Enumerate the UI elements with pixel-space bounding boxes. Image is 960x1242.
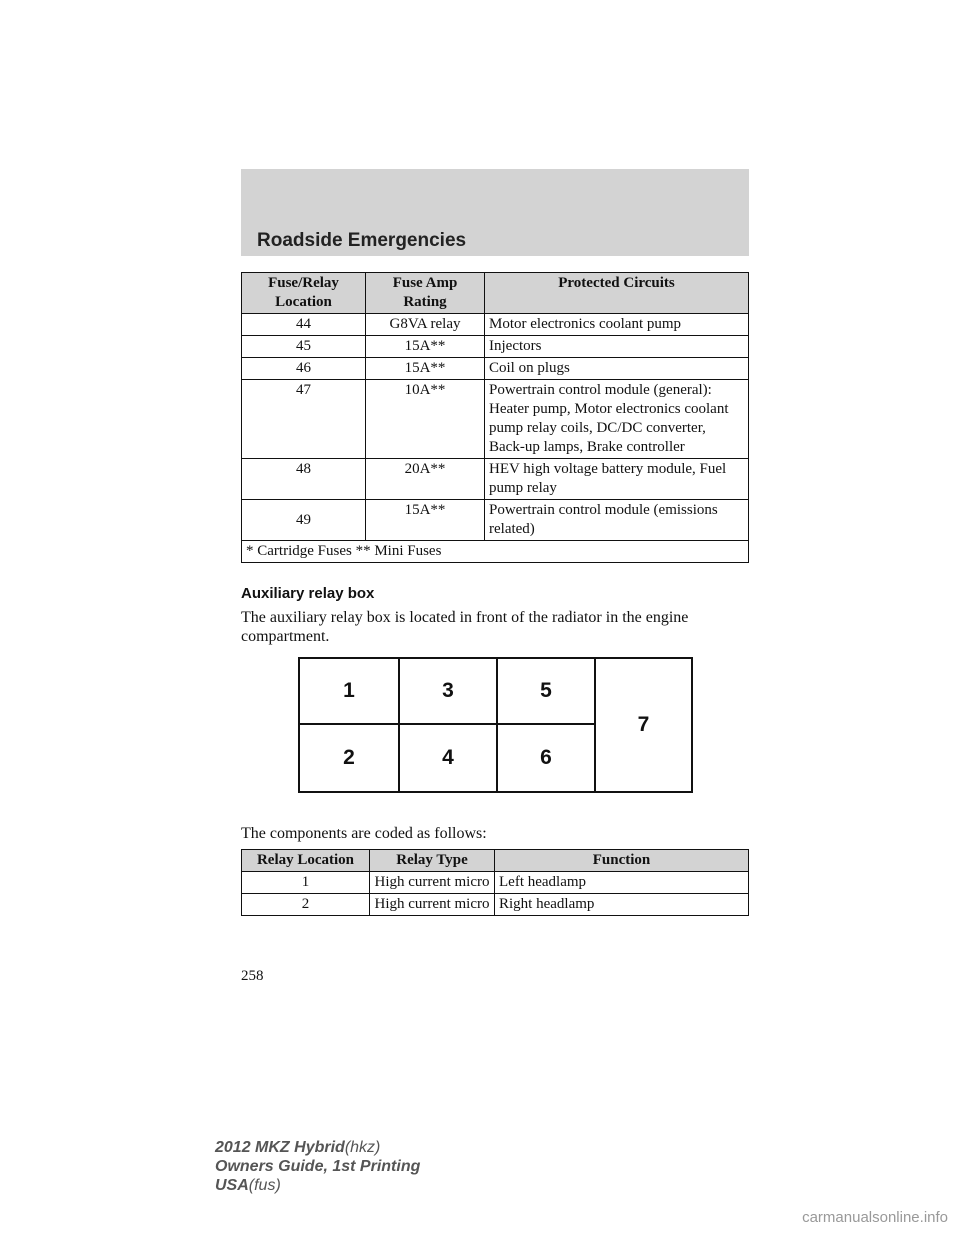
relay-slot-2: 2 [300, 725, 400, 791]
table-header-row [242, 273, 749, 314]
column-header: Fuse Amp Rating [366, 273, 485, 314]
section-header [241, 169, 749, 256]
relay-slot-3: 3 [400, 659, 498, 725]
relay-box-diagram [298, 657, 693, 793]
column-header: Relay Type [370, 850, 495, 872]
fuse-table [241, 272, 749, 563]
table-row [242, 358, 749, 380]
cell-circuits: Powertrain control module (emissions related) [485, 500, 749, 541]
footer-market-code: (fus) [248, 1177, 281, 1194]
footer-guide: Owners Guide, 1st Printing [215, 1158, 421, 1175]
relay-slot-6: 6 [498, 725, 596, 791]
cell-rating: 15A** [366, 336, 485, 358]
column-header: Relay Location [242, 850, 370, 872]
relay-slot-7: 7 [637, 713, 650, 736]
coded-intro: The components are coded as follows: [241, 825, 487, 842]
cell-circuits: Motor electronics coolant pump [485, 314, 749, 336]
table-note-row [242, 541, 749, 563]
cell-location: 47 [242, 380, 366, 459]
cell-rating: 15A** [366, 358, 485, 380]
cell-circuits: Coil on plugs [485, 358, 749, 380]
document-footer [215, 1138, 420, 1195]
table-row [242, 500, 749, 541]
page-number: 258 [241, 968, 264, 984]
auxiliary-description: The auxiliary relay box is located in front of the radiator in the engine compartment. [241, 609, 689, 645]
watermark: carmanualsonline.info [802, 1209, 948, 1226]
cell-relay-type: High current micro [370, 872, 495, 894]
relay-slot-4: 4 [400, 725, 498, 791]
cell-relay-location: 2 [242, 894, 370, 916]
table-row [242, 336, 749, 358]
cell-circuits: Powertrain control module (general): Heater pump, Motor electronics coolant pump relay coils, DC/DC converter, Back-up lamps, Brake controller [485, 380, 749, 459]
cell-location: 48 [242, 459, 366, 500]
section-title: Roadside Emergencies [257, 230, 467, 251]
cell-rating: 10A** [366, 380, 485, 459]
cell-rating: 20A** [366, 459, 485, 500]
table-header-row [242, 850, 749, 872]
cell-rating: 15A** [366, 500, 485, 541]
cell-circuits: HEV high voltage battery module, Fuel pump relay [485, 459, 749, 500]
cell-relay-type: High current micro [370, 894, 495, 916]
cell-function: Left headlamp [495, 872, 749, 894]
table-row [242, 380, 749, 459]
footer-model: 2012 MKZ Hybrid [215, 1139, 345, 1156]
cell-relay-location: 1 [242, 872, 370, 894]
auxiliary-heading: Auxiliary relay box [241, 585, 375, 602]
cell-location: 46 [242, 358, 366, 380]
fuse-type-note: * Cartridge Fuses ** Mini Fuses [242, 541, 749, 563]
relay-table [241, 849, 749, 916]
table-row [242, 894, 749, 916]
column-header: Fuse/Relay Location [242, 273, 366, 314]
column-header: Protected Circuits [485, 273, 749, 314]
cell-location: 44 [242, 314, 366, 336]
cell-function: Right headlamp [495, 894, 749, 916]
footer-market: USA [215, 1177, 249, 1194]
cell-circuits: Injectors [485, 336, 749, 358]
cell-location: 49 [242, 500, 366, 541]
footer-model-code: (hkz) [344, 1139, 381, 1156]
relay-slot-5: 5 [498, 659, 596, 725]
table-row [242, 459, 749, 500]
column-header: Function [495, 850, 749, 872]
table-row [242, 314, 749, 336]
cell-location: 45 [242, 336, 366, 358]
relay-slot-1: 1 [300, 659, 400, 725]
table-row [242, 872, 749, 894]
cell-rating: G8VA relay [366, 314, 485, 336]
